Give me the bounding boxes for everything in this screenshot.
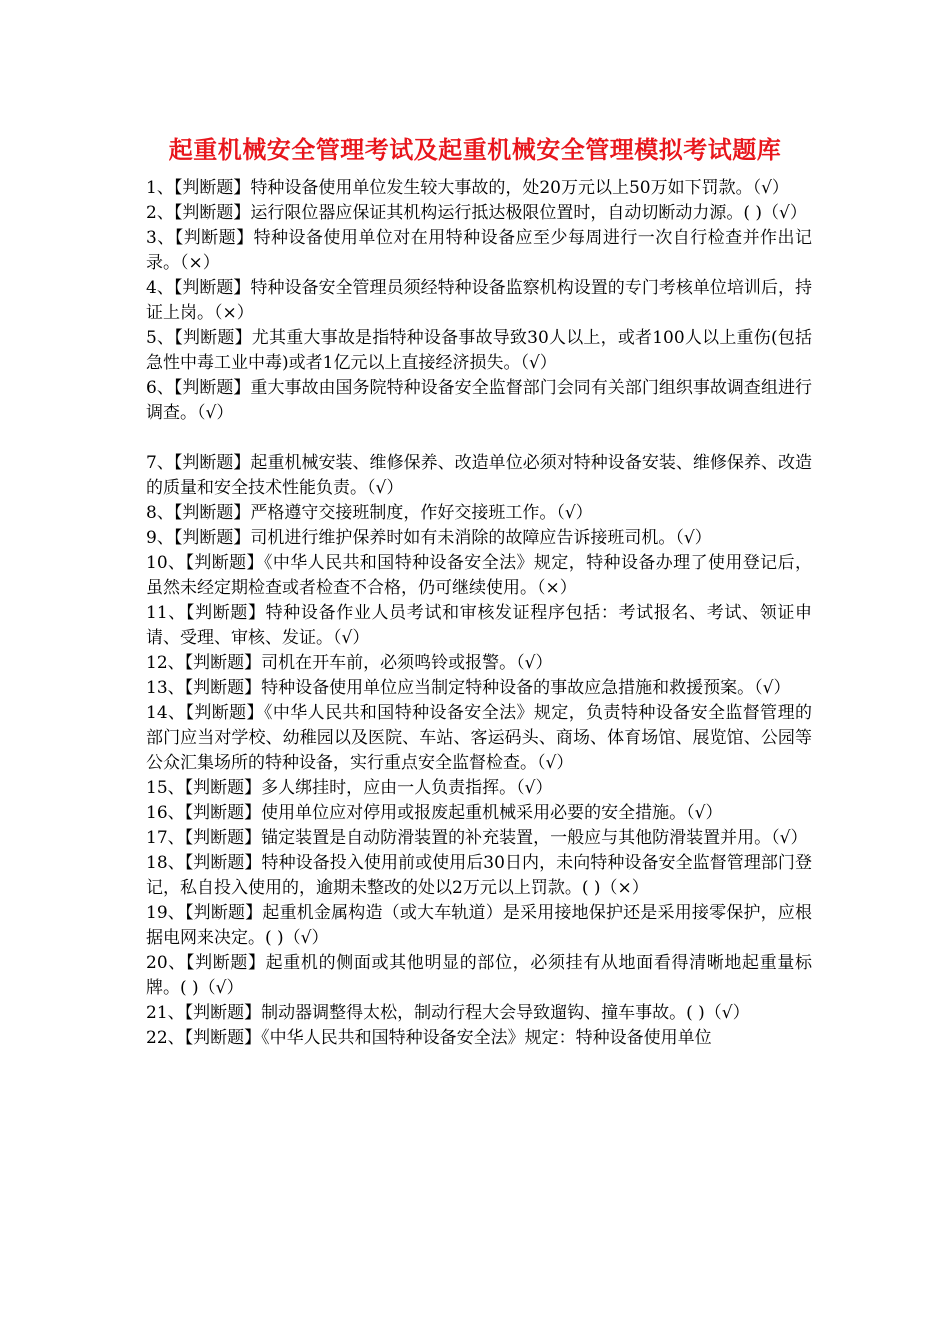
question-item: 9、【判断题】司机进行维护保养时如有未消除的故障应告诉接班司机。（√） [146, 528, 712, 548]
question-item: 5、【判断题】尤其重大事故是指特种设备事故导致30人以上，或者100人以上重伤(包括急性中毒工业中毒)或者1亿元以上直接经济损失。（√） [146, 328, 812, 373]
question-item: 20、【判断题】起重机的侧面或其他明显的部位，必须挂有从地面看得清晰地起重量标牌。( )（√） [146, 953, 812, 998]
question-item: 13、【判断题】特种设备使用单位应当制定特种设备的事故应急措施和救援预案。（√） [146, 678, 791, 698]
question-item: 10、【判断题】《中华人民共和国特种设备安全法》规定，特种设备办理了使用登记后，虽然未经定期检查或者检查不合格，仍可继续使用。（×） [146, 553, 812, 598]
question-item: 6、【判断题】重大事故由国务院特种设备安全监督部门会同有关部门组织事故调查组进行调查。（√） [146, 378, 812, 423]
question-item: 3、【判断题】特种设备使用单位对在用特种设备应至少每周进行一次自行检查并作出记录。（×） [146, 228, 812, 273]
question-item: 18、【判断题】特种设备投入使用前或使用后30日内，未向特种设备安全监督管理部门登记，私自投入使用的，逾期未整改的处以2万元以上罚款。( )（×） [146, 853, 812, 898]
question-list [146, 176, 812, 1051]
question-item: 12、【判断题】司机在开车前，必须鸣铃或报警。（√） [146, 653, 553, 673]
question-item: 14、【判断题】《中华人民共和国特种设备安全法》规定，负责特种设备安全监督管理的部门应当对学校、幼稚园以及医院、车站、客运码头、商场、体育场馆、展览馆、公园等公众汇集场所的特种设备，实行重点安全监督检查。（√） [146, 703, 812, 773]
question-item: 15、【判断题】多人绑挂时，应由一人负责指挥。（√） [146, 778, 553, 798]
question-item: 22、【判断题】《中华人民共和国特种设备安全法》规定：特种设备使用单位 [146, 1028, 712, 1048]
question-item: 4、【判断题】特种设备安全管理员须经特种设备监察机构设置的专门考核单位培训后，持证上岗。（×） [146, 278, 812, 323]
question-item: 16、【判断题】使用单位应对停用或报废起重机械采用必要的安全措施。（√） [146, 803, 723, 823]
question-item: 1、【判断题】特种设备使用单位发生较大事故的，处20万元以上50万如下罚款。（√） [146, 178, 789, 198]
question-item: 8、【判断题】严格遵守交接班制度，作好交接班工作。（√） [146, 503, 593, 523]
question-item: 21、【判断题】制动器调整得太松，制动行程大会导致遛钩、撞车事故。( )（√） [146, 1003, 750, 1023]
question-item: 11、【判断题】特种设备作业人员考试和审核发证程序包括：考试报名、考试、领证申请、受理、审核、发证。（√） [146, 603, 812, 648]
question-item: 19、【判断题】起重机金属构造（或大车轨道）是采用接地保护还是采用接零保护，应根据电网来决定。( )（√） [146, 903, 812, 948]
question-item: 7、【判断题】起重机械安装、维修保养、改造单位必须对特种设备安装、维修保养、改造的质量和安全技术性能负责。（√） [146, 453, 812, 498]
question-item: 2、【判断题】运行限位器应保证其机构运行抵达极限位置时，自动切断动力源。( )（√） [146, 203, 807, 223]
document-title: 起重机械安全管理考试及起重机械安全管理模拟考试题库 [168, 135, 782, 164]
question-item: 17、【判断题】锚定装置是自动防滑装置的补充装置，一般应与其他防滑装置并用。（√） [146, 828, 808, 848]
